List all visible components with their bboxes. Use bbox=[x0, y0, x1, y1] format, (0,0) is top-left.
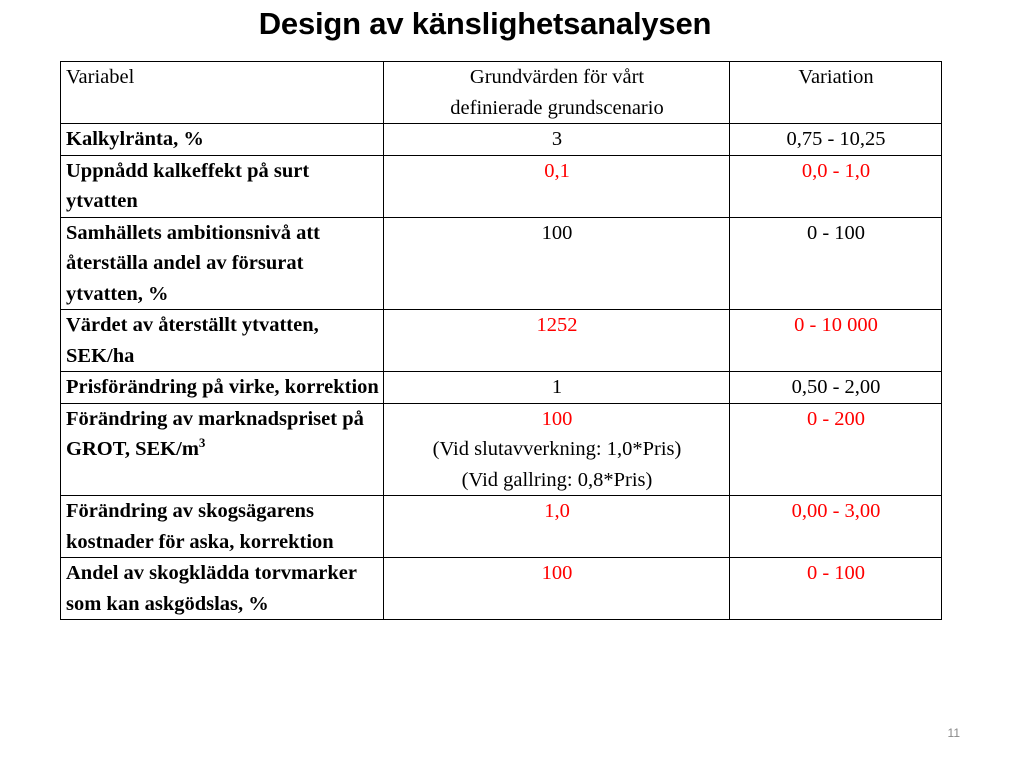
table-row bbox=[61, 403, 942, 496]
cell-base: 100 bbox=[384, 217, 730, 310]
header-base-line2: definierade grundscenario bbox=[450, 96, 664, 119]
sensitivity-table bbox=[60, 61, 942, 620]
cell-base: 0,1 bbox=[384, 155, 730, 217]
header-variation: Variation bbox=[730, 62, 942, 124]
cell-variable: Prisförändring på virke, korrektion bbox=[61, 372, 384, 404]
cell-base: 3 bbox=[384, 124, 730, 156]
cell-variation: 0 - 100 bbox=[730, 558, 942, 620]
slide-title: Design av känslighetsanalysen bbox=[258, 6, 712, 41]
cell-variation: 0,0 - 1,0 bbox=[730, 155, 942, 217]
table-header-row bbox=[61, 62, 942, 124]
cell-base: 1,0 bbox=[384, 496, 730, 558]
cell-variable bbox=[61, 403, 384, 496]
cell-base-note-thinning: (Vid gallring: 0,8*Pris) bbox=[461, 468, 653, 491]
cell-variation: 0 - 10 000 bbox=[730, 310, 942, 372]
cell-base-note-final-felling: (Vid slutavverkning: 1,0*Pris) bbox=[432, 438, 682, 460]
cell-variable: Samhällets ambitionsnivå att återställa andel av försurat ytvatten, % bbox=[61, 217, 384, 310]
cell-base: 1 bbox=[384, 372, 730, 404]
table-row bbox=[61, 372, 942, 404]
cell-variable-text: Förändring av marknadspriset på GROT, SEK/m bbox=[66, 407, 364, 460]
table-row bbox=[61, 155, 942, 217]
table-row bbox=[61, 496, 942, 558]
header-base-line1: Grundvärden för vårt bbox=[469, 66, 645, 88]
cell-base bbox=[384, 403, 730, 496]
table-row bbox=[61, 124, 942, 156]
cell-variation: 0,50 - 2,00 bbox=[730, 372, 942, 404]
cell-variable: Förändring av skogsägarens kostnader för aska, korrektion bbox=[61, 496, 384, 558]
table-row bbox=[61, 217, 942, 310]
cell-variation: 0,75 - 10,25 bbox=[730, 124, 942, 156]
cell-variable: Uppnådd kalkeffekt på surt ytvatten bbox=[61, 155, 384, 217]
header-base-values bbox=[384, 62, 730, 124]
superscript-exponent: 3 bbox=[198, 435, 206, 451]
cell-variation: 0 - 200 bbox=[730, 403, 942, 496]
cell-base-value: 100 bbox=[541, 407, 573, 430]
cell-variable: Kalkylränta, % bbox=[61, 124, 384, 156]
table-row bbox=[61, 310, 942, 372]
cell-base: 1252 bbox=[384, 310, 730, 372]
cell-variation: 0,00 - 3,00 bbox=[730, 496, 942, 558]
cell-variable: Andel av skogklädda torvmarker som kan askgödslas, % bbox=[61, 558, 384, 620]
cell-variation: 0 - 100 bbox=[730, 217, 942, 310]
table-row bbox=[61, 558, 942, 620]
cell-variable: Värdet av återställt ytvatten, SEK/ha bbox=[61, 310, 384, 372]
cell-base: 100 bbox=[384, 558, 730, 620]
header-variable: Variabel bbox=[61, 62, 384, 124]
page-number: 11 bbox=[947, 726, 960, 740]
